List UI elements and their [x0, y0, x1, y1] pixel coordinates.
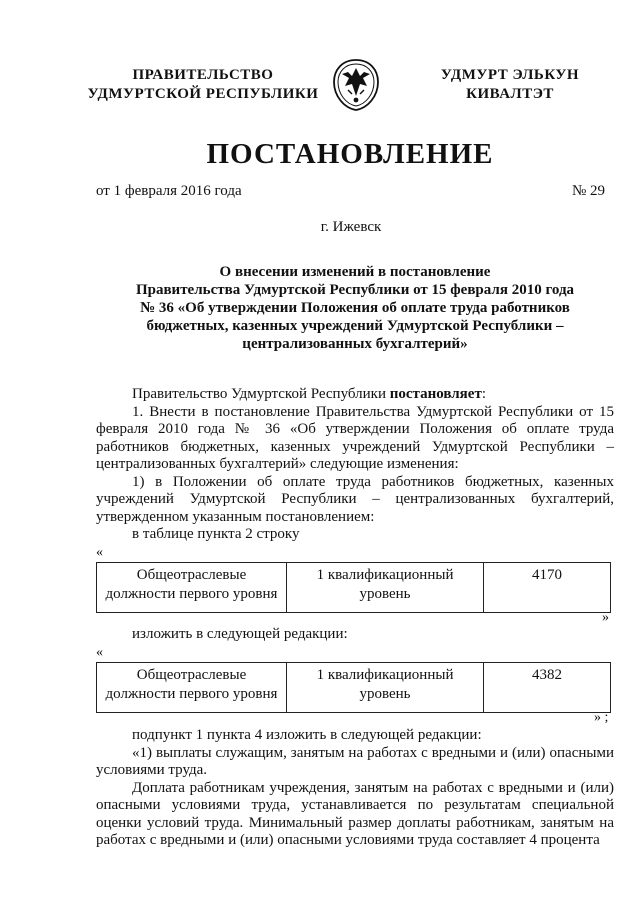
- document-title: ПОСТАНОВЛЕНИЕ: [206, 138, 494, 170]
- header-left-line1: ПРАВИТЕЛЬСТВО: [132, 67, 274, 83]
- paragraph-4: изложить в следующей редакции:: [132, 626, 348, 642]
- subject-line: централизованных бухгалтерий»: [242, 336, 468, 352]
- table-row: [97, 563, 611, 613]
- paragraph-1: 1. Внести в постановление Правительства Удмуртской Республики от 15 февраля 2010 года № 36 «Об утверждении Положения об оплате труда работников бюджетных, казенных учреждений Удмуртской Республики – централизованных бухгалтерий» следующие изменения:: [96, 403, 614, 472]
- intro-end: :: [481, 386, 486, 402]
- table-cell-group: Общеотраслевые должности первого уровня: [97, 663, 287, 713]
- intro-paragraph: [96, 386, 614, 404]
- table-cell-level: 1 квалификационный уровень: [286, 563, 483, 613]
- header-left: [78, 66, 328, 104]
- subject-line: О внесении изменений в постановление: [219, 264, 491, 280]
- table-cell-group: Общеотраслевые должности первого уровня: [97, 563, 287, 613]
- paragraph-7: Доплата работникам учреждения, занятым на работах с вредными и (или) опасными условиями труда, устанавливается по результатам специальной оценки условий труда. Минимальный размер доплаты работникам, занятым на работах с вредными и (или) опасными условиями труда составляет 4 процента: [96, 779, 614, 848]
- header-left-line2: УДМУРТСКОЙ РЕСПУБЛИКИ: [87, 86, 319, 102]
- table-row: [97, 663, 611, 713]
- table-new-row: [96, 662, 611, 713]
- subject-line: № 36 «Об утверждении Положения об оплате труда работников: [140, 300, 570, 316]
- document-city: г. Ижевск: [320, 219, 382, 235]
- body-part2: [96, 626, 614, 644]
- table-cell-value: 4170: [484, 563, 611, 613]
- subject-line: Правительства Удмуртской Республики от 15 февраля 2010 года: [135, 282, 575, 298]
- document-number: № 29: [572, 183, 606, 199]
- table-cell-value: 4382: [484, 663, 611, 713]
- intro-bold: постановляет: [389, 386, 482, 402]
- paragraph-6: «1) выплаты служащим, занятым на работах с вредными и (или) опасными условиями труда.: [96, 744, 614, 778]
- udmurt-coat-of-arms-icon: [330, 56, 382, 112]
- header-right-line2: КИВАЛТЭТ: [466, 86, 554, 102]
- document-subject: [96, 263, 614, 353]
- subject-line: бюджетных, казенных учреждений Удмуртской Республики –: [146, 318, 564, 334]
- quote-open: «: [96, 545, 103, 560]
- document-date: от 1 февраля 2016 года: [96, 183, 242, 199]
- header-right-line1: УДМУРТ ЭЛЬКУН: [440, 67, 580, 83]
- paragraph-3: в таблице пункта 2 строку: [132, 526, 300, 542]
- body-part1: [96, 386, 614, 544]
- paragraph-5: подпункт 1 пункта 4 изложить в следующей редакции:: [132, 727, 482, 743]
- quote-open: «: [96, 645, 103, 660]
- paragraph-2: 1) в Положении об оплате труда работников бюджетных, казенных учреждений Удмуртской Республики – централизованных бухгалтерий, утвержденном указанным постановлением:: [96, 473, 614, 525]
- intro-text: Правительство Удмуртской Республики: [132, 386, 390, 402]
- body-part3: [96, 727, 614, 850]
- header-right: [430, 66, 590, 104]
- quote-close: »: [602, 610, 609, 625]
- table-old-row: [96, 562, 611, 613]
- quote-close-semicolon: » ;: [594, 710, 609, 725]
- table-cell-level: 1 квалификационный уровень: [286, 663, 483, 713]
